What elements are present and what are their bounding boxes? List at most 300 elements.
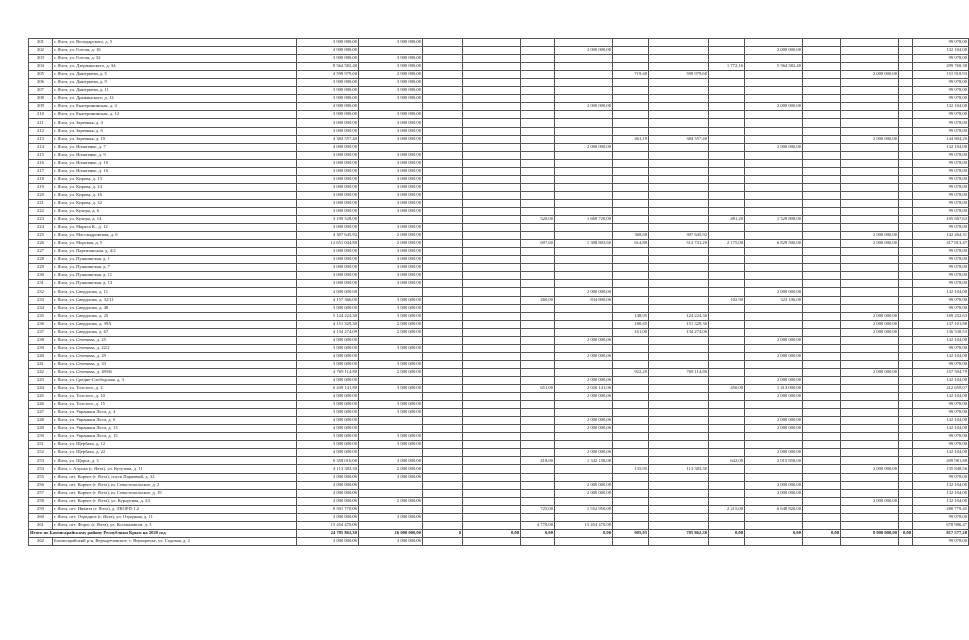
value-cell: 2 000 000,00 [745,103,803,111]
total-value: 0,00 [803,529,841,537]
value-cell [709,191,745,199]
value-cell [613,537,649,545]
address-cell: г. Ялта, ул. Дражинского, д. 12 [53,95,297,103]
value-cell: 307 645,92 [649,232,709,240]
value-cell [709,151,745,159]
value-cell [899,256,913,264]
value-cell [745,111,803,119]
value-cell: 651,00 [521,385,555,393]
value-cell: 2 000 000,00 [555,143,613,151]
value-cell [463,167,521,175]
value-cell [649,111,709,119]
value-cell [709,47,745,55]
value-cell [613,207,649,215]
value-cell [521,175,555,183]
table-row [29,521,969,529]
row-number: 236 [29,320,53,328]
value-cell [423,248,463,256]
address-cell: г. Ялта, ул. Партизанская, д. 4/2 [53,248,297,256]
table-row [29,39,969,47]
total-value: 0,00 [899,529,913,537]
table-row [29,151,969,159]
value-cell [745,151,803,159]
table-row [29,191,969,199]
value-cell: 2 000 000,00 [555,47,613,55]
value-cell [649,39,709,47]
value-cell [745,280,803,288]
value-cell [709,248,745,256]
row-number: 238 [29,336,53,344]
value-cell: 3 000 000,00 [359,264,423,272]
value-cell [555,151,613,159]
total-value: 785 862,30 [649,529,709,537]
value-cell [521,71,555,79]
value-cell [463,441,521,449]
value-cell [899,344,913,352]
value-cell [745,272,803,280]
value-cell [463,465,521,473]
value-cell: 142 264,31 [913,232,969,240]
value-cell [555,87,613,95]
value-cell [899,119,913,127]
table-row [29,256,969,264]
value-cell [555,39,613,47]
value-cell: 132 104,00 [913,449,969,457]
value-cell [521,376,555,384]
value-cell [521,183,555,191]
value-cell: 3 000 000,00 [359,95,423,103]
value-cell [649,521,709,529]
value-cell: 4 000 000,00 [297,376,359,384]
value-cell [463,417,521,425]
address-cell: г. Ялта, пгт. Кореиз (г. Ялта), спуск Парковый, д. 32 [53,473,297,481]
value-cell [899,95,913,103]
value-cell [841,537,899,545]
value-cell [463,207,521,215]
value-cell: 3 000 000,00 [297,167,359,175]
value-cell [521,95,555,103]
value-cell [555,199,613,207]
value-cell [841,441,899,449]
value-cell [803,216,841,224]
table-row [29,288,969,296]
row-number: 208 [29,95,53,103]
value-cell [899,425,913,433]
value-cell [709,95,745,103]
value-cell [613,296,649,304]
value-cell: 209 981,88 [913,457,969,465]
table-body [29,39,969,546]
value-cell [423,385,463,393]
value-cell [555,175,613,183]
value-cell [521,47,555,55]
value-cell [423,368,463,376]
value-cell: 3 000 000,00 [359,224,423,232]
value-cell [803,360,841,368]
value-cell [899,312,913,320]
value-cell [463,95,521,103]
address-cell: г. Ялта, ул. Украинки Леси, д. 6 [53,417,297,425]
value-cell [841,336,899,344]
table-row [29,385,969,393]
value-cell [649,87,709,95]
value-cell [709,159,745,167]
value-cell: 3 000 000,00 [359,183,423,191]
address-cell: г. Ялта, ул. Заречная, д. 4 [53,119,297,127]
row-number: 232 [29,288,53,296]
value-cell: 384 557,40 [649,135,709,143]
value-cell [803,336,841,344]
value-cell [423,473,463,481]
value-cell: 212 659,07 [913,385,969,393]
value-cell [555,441,613,449]
value-cell [745,328,803,336]
value-cell [555,328,613,336]
value-cell [423,111,463,119]
value-cell [649,272,709,280]
value-cell [709,304,745,312]
value-cell [359,505,423,513]
value-cell [463,151,521,159]
value-cell [555,320,613,328]
value-cell [803,103,841,111]
value-cell [521,167,555,175]
value-cell [423,425,463,433]
value-cell: 1 308 803,60 [555,240,613,248]
value-cell [463,344,521,352]
value-cell: 2 000 000,00 [745,336,803,344]
value-cell [649,401,709,409]
value-cell [649,55,709,63]
value-cell [649,497,709,505]
value-cell [745,248,803,256]
value-cell: 3 000 000,00 [359,159,423,167]
value-cell [899,441,913,449]
row-number: 246 [29,401,53,409]
value-cell [613,513,649,521]
value-cell: 3 000 000,00 [359,127,423,135]
value-cell [841,344,899,352]
value-cell [649,296,709,304]
row-number: 255 [29,473,53,481]
value-cell: 3 000 000,00 [297,537,359,545]
value-cell: 132 104,00 [913,417,969,425]
housing-repair-table [28,38,969,546]
address-cell: г. Ялта, ул. Свердлова, д. 39А [53,320,297,328]
value-cell: 2 000 000,00 [745,376,803,384]
value-cell [649,537,709,545]
value-cell: 3 000 000,00 [297,409,359,417]
value-cell [423,304,463,312]
value-cell [555,191,613,199]
value-cell [423,71,463,79]
value-cell [423,328,463,336]
address-cell: г. Ялта, ул. Щорса, д. 3 [53,457,297,465]
value-cell [899,224,913,232]
value-cell [649,457,709,465]
value-cell [613,159,649,167]
value-cell [803,441,841,449]
value-cell [613,393,649,401]
value-cell [613,224,649,232]
value-cell [649,183,709,191]
value-cell [613,385,649,393]
total-value: 817 577,20 [913,529,969,537]
value-cell [423,191,463,199]
value-cell [463,481,521,489]
value-cell [899,417,913,425]
value-cell [841,385,899,393]
value-cell: 3 000 000,00 [359,409,423,417]
row-number: 223 [29,216,53,224]
value-cell [899,264,913,272]
value-cell [423,159,463,167]
value-cell [463,328,521,336]
value-cell [613,111,649,119]
table-row [29,175,969,183]
row-number: 260 [29,513,53,521]
value-cell [709,449,745,457]
value-cell: 5 564 582,40 [745,63,803,71]
value-cell [899,385,913,393]
value-cell [649,103,709,111]
value-cell [709,288,745,296]
table-row [29,272,969,280]
row-number: 247 [29,409,53,417]
value-cell [463,449,521,457]
value-cell [841,119,899,127]
address-cell: г. Ялта, ул. Кирова, д. 32 [53,199,297,207]
value-cell: 3 000 000,00 [359,401,423,409]
value-cell [555,312,613,320]
value-cell [613,505,649,513]
value-cell [899,328,913,336]
value-cell [745,199,803,207]
value-cell [521,328,555,336]
value-cell [841,513,899,521]
value-cell [899,127,913,135]
value-cell: 2 000 000,00 [745,489,803,497]
table-row [29,376,969,384]
value-cell [423,199,463,207]
value-cell [613,143,649,151]
value-cell [745,55,803,63]
value-cell [555,497,613,505]
value-cell: 2 000 000,00 [841,320,899,328]
value-cell [613,264,649,272]
row-number: 262 [29,537,53,545]
table-row [29,167,969,175]
value-cell [803,191,841,199]
value-cell [745,256,803,264]
value-cell [649,47,709,55]
value-cell [423,521,463,529]
value-cell: 3 000 000,00 [359,385,423,393]
value-cell [359,521,423,529]
value-cell [613,127,649,135]
value-cell: 3 000 000,00 [359,312,423,320]
value-cell: 99 078,00 [913,167,969,175]
value-cell: 2 000 000,00 [359,232,423,240]
value-cell: 461,19 [613,135,649,143]
value-cell [555,256,613,264]
value-cell [463,216,521,224]
value-cell [613,39,649,47]
row-number: 254 [29,465,53,473]
address-cell: г. Ялта, ул. Свердлова, д. 48 [53,304,297,312]
value-cell [709,344,745,352]
value-cell [709,111,745,119]
value-cell: 2 000 000,00 [745,417,803,425]
value-cell: 607,60 [521,240,555,248]
value-cell [423,344,463,352]
value-cell [555,55,613,63]
value-cell [803,497,841,505]
value-cell [463,55,521,63]
value-cell [423,376,463,384]
row-number: 259 [29,505,53,513]
value-cell: 99 078,00 [913,280,969,288]
value-cell [423,256,463,264]
value-cell [555,111,613,119]
address-cell: г. Ялта, ул. Свердлова, д. 11 [53,288,297,296]
value-cell [423,449,463,457]
total-value: 905,95 [613,529,649,537]
value-cell [463,368,521,376]
value-cell [803,272,841,280]
value-cell [521,199,555,207]
row-number: 225 [29,232,53,240]
value-cell [899,191,913,199]
value-cell [555,207,613,215]
table-row [29,425,969,433]
value-cell: 132 104,00 [913,497,969,505]
value-cell [613,151,649,159]
value-cell [745,95,803,103]
value-cell [899,489,913,497]
value-cell [709,328,745,336]
value-cell: 1 342 158,00 [555,457,613,465]
value-cell: 1 669 720,00 [555,216,613,224]
value-cell: 2 000 000,00 [841,328,899,336]
value-cell [745,207,803,215]
value-cell [745,232,803,240]
value-cell: 151 329,30 [649,320,709,328]
value-cell [359,393,423,401]
value-cell [555,280,613,288]
address-cell: г. Ялта, ул. Игнатенко, д. 16 [53,167,297,175]
value-cell [745,497,803,505]
table-row [29,344,969,352]
value-cell [555,248,613,256]
value-cell [841,39,899,47]
value-cell [745,360,803,368]
value-cell [613,360,649,368]
row-number: 237 [29,328,53,336]
value-cell [803,457,841,465]
value-cell [555,401,613,409]
address-cell: г. Ялта, ул. Свердлова, д. 32/11 [53,296,297,304]
value-cell [803,368,841,376]
row-number: 231 [29,280,53,288]
value-cell [521,425,555,433]
value-cell: 4 384 557,40 [297,135,359,143]
value-cell: 4 000 000,00 [297,352,359,360]
address-cell: г. Ялта, ул. Пушкинская, д. 1 [53,256,297,264]
value-cell: 4 000 000,00 [297,417,359,425]
value-cell: 3 000 000,00 [359,344,423,352]
value-cell [841,393,899,401]
value-cell [463,175,521,183]
table-row [29,183,969,191]
value-cell: 2 000 000,00 [555,103,613,111]
value-cell [709,336,745,344]
value-cell [613,521,649,529]
value-cell [841,521,899,529]
total-value: 0,00 [745,529,803,537]
value-cell [423,95,463,103]
value-cell [841,127,899,135]
value-cell: 3 000 000,00 [297,344,359,352]
value-cell [841,449,899,457]
value-cell: 520,00 [521,216,555,224]
value-cell [709,352,745,360]
value-cell [463,505,521,513]
value-cell [745,409,803,417]
address-cell: г. Ялта, пгт. Форос (г. Ялта), ул. Космонавтов, д. 3 [53,521,297,529]
value-cell [423,465,463,473]
value-cell: 102,90 [709,296,745,304]
value-cell [803,312,841,320]
value-cell [709,127,745,135]
value-cell [841,63,899,71]
address-cell: г. Ялта, ул. Гоголя, д. 16 [53,47,297,55]
value-cell: 2 000 000,00 [555,417,613,425]
value-cell [613,47,649,55]
value-cell [803,71,841,79]
value-cell [423,264,463,272]
value-cell: 3 000 000,00 [359,79,423,87]
value-cell [423,272,463,280]
table-row [29,224,969,232]
value-cell [649,376,709,384]
table-row [29,336,969,344]
value-cell [803,344,841,352]
value-cell [613,489,649,497]
address-cell: г. Ялта, ул. Игнатенко, д. 10 [53,159,297,167]
address-cell: г. Ялта, ул. Свердлова, д. 67 [53,328,297,336]
value-cell [899,71,913,79]
value-cell [649,304,709,312]
value-cell [521,409,555,417]
value-cell [613,216,649,224]
value-cell: 99 078,00 [913,248,969,256]
value-cell [423,537,463,545]
value-cell [709,87,745,95]
address-cell: г. Ялта, ул. Толстого, д. 15 [53,401,297,409]
row-number: 219 [29,183,53,191]
value-cell: 719,40 [613,71,649,79]
value-cell: 4 000 000,00 [297,288,359,296]
value-cell: 99 078,00 [913,39,969,47]
value-cell: 99 078,00 [913,256,969,264]
value-cell [423,296,463,304]
value-cell: 2 000 000,00 [359,71,423,79]
value-cell [613,449,649,457]
value-cell [841,79,899,87]
value-cell [709,183,745,191]
value-cell [899,207,913,215]
